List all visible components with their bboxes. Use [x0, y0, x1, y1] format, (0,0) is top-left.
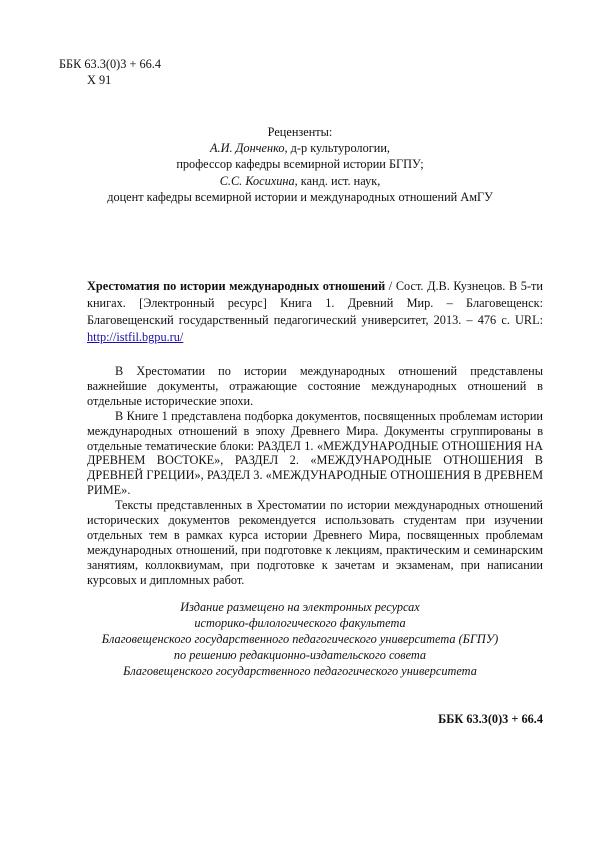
publication-note — [0, 599, 600, 679]
reviewer-2-degree: , канд. ист. наук, — [294, 173, 381, 188]
reviewer-2-name: С.С. Косихина — [219, 173, 295, 188]
publication-line-2: историко-филологического факультета — [194, 616, 406, 630]
book-title: Хрестоматия по истории международных отношений — [87, 279, 386, 293]
bib-details: / Сост. Д.В. Кузнецов. В 5-ти книгах. [Электронный ресурс] Книга 1. Древний Мир. – Благовещенск: Благовещенский государственный педагогический университет, 2013. – 476 с. URL: — [87, 279, 544, 327]
bbk-code: ББК 63.3(0)3 + 66.4 — [59, 57, 162, 71]
publication-line-4: по решению редакционно-издательского совета — [173, 648, 427, 662]
reviewer-2-position: доцент кафедры всемирной истории и международных отношений АмГУ — [107, 189, 493, 204]
bbk-bottom-code: ББК 63.3(0)3 + 66.4 — [438, 712, 543, 726]
reviewers-heading: Рецензенты: — [267, 125, 333, 139]
bibliographic-description — [87, 278, 543, 346]
reviewer-2 — [0, 173, 600, 189]
abstract-paragraph-2: В Книге 1 представлена подборка документов, посвященных проблемам истории международных отношений в эпоху Древнего Мира. Документы сгруппированы в отдельные тематические блоки: РАЗДЕЛ 1. «МЕЖДУНАРОДНЫЕ ОТНОШЕНИЯ НА ДРЕВНЕМ ВОСТОКЕ», РАЗДЕЛ 2. «МЕЖДУНАРОДНЫЕ ОТНОШЕНИЯ В ДРЕВНЕЙ ГРЕЦИИ», РАЗДЕЛ 3. «МЕЖДУНАРОДНЫЕ ОТНОШЕНИЯ В ДРЕВНЕМ РИМЕ». — [87, 408, 543, 498]
bbk-top-block — [59, 56, 161, 88]
publication-line-5: Благовещенского государственного педагогического университета — [123, 664, 477, 678]
reviewer-1-position: профессор кафедры всемирной истории БГПУ; — [176, 157, 424, 172]
reviewer-1-name: А.И. Донченко — [209, 141, 285, 156]
abstract-paragraph-3: Тексты представленных в Хрестоматии по истории международных отношений исторических документов рекомендуется использовать студентам при изучении отдельных тем в рамках курса истории Древнего Мира, посвященных проблемам международных отношений, при подготовке к лекциям, практическим и семинарским занятиям, коллоквиумам, при подготовке к зачетам и экзаменам, при написании курсовых и дипломных работ. — [87, 498, 543, 587]
abstract-paragraph-1: В Хрестоматии по истории международных отношений представлены важнейшие документы, отражающие состояние международных отношений в отдельные исторические эпохи. — [87, 364, 543, 408]
author-mark: Х 91 — [87, 73, 112, 87]
publication-line-3: Благовещенского государственного педагогического университета (БГПУ) — [101, 632, 499, 646]
reviewers-block — [0, 124, 600, 205]
publication-line-1: Издание размещено на электронных ресурсах — [180, 600, 420, 614]
source-url-link[interactable]: http://istfil.bgpu.ru/ — [87, 330, 184, 344]
abstract — [87, 364, 543, 588]
reviewer-1-degree: , д-р культурологии, — [284, 141, 390, 156]
reviewer-1 — [0, 140, 600, 156]
